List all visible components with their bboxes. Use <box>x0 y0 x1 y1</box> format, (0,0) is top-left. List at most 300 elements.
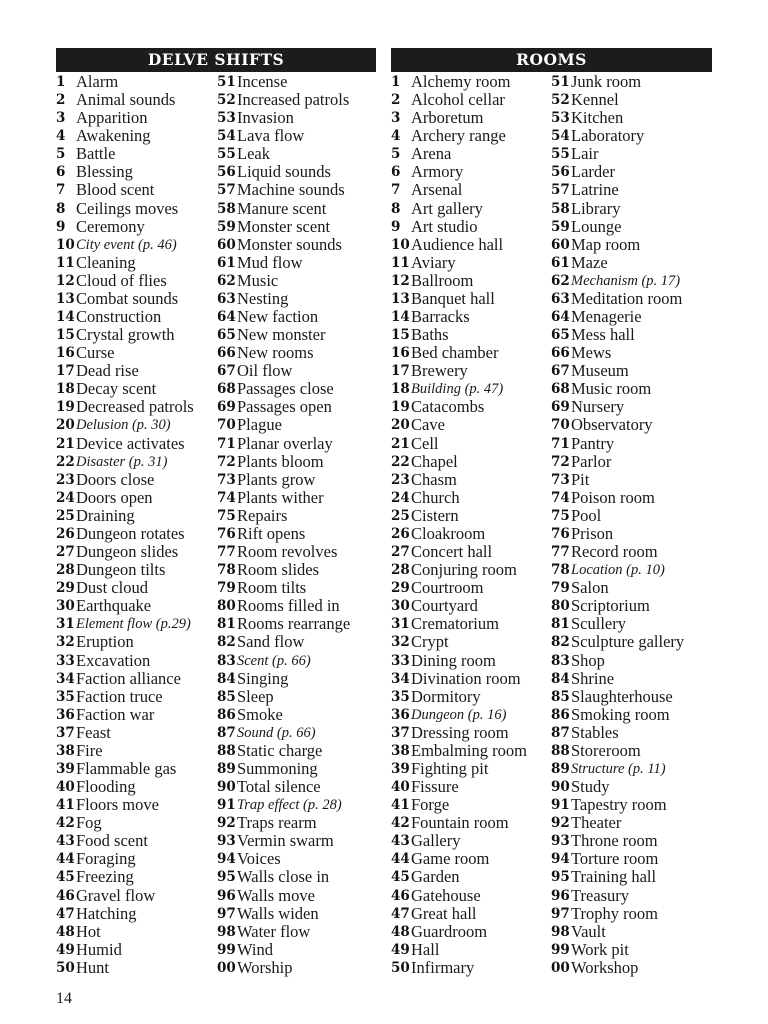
entry-text: Poison room <box>571 487 655 507</box>
entry-number: 13 <box>391 290 410 307</box>
entry-text: Singing <box>237 668 289 688</box>
entry-text: Leak <box>237 144 270 164</box>
table-row <box>551 163 684 181</box>
entry-number: 9 <box>391 218 401 235</box>
delve-shifts-column-2 <box>217 73 350 977</box>
entry-number: 78 <box>551 562 570 579</box>
entry-text: Sand flow <box>237 632 305 652</box>
entry-text: Room tilts <box>237 578 307 598</box>
entry-number: 46 <box>391 887 410 904</box>
entry-text: Voices <box>237 849 281 869</box>
entry-number: 28 <box>391 562 410 579</box>
entry-text: Gravel flow <box>76 885 156 905</box>
table-row <box>551 127 684 145</box>
table-row <box>391 181 551 199</box>
entry-number: 68 <box>217 381 236 398</box>
entry-text: Fire <box>76 740 103 760</box>
entry-text: New monster <box>237 325 326 345</box>
entry-text: Invasion <box>237 108 294 128</box>
entry-number: 98 <box>551 923 570 940</box>
entry-number: 90 <box>217 779 236 796</box>
entry-number: 31 <box>56 616 75 633</box>
table-row <box>56 254 217 272</box>
entry-text: Alcohol cellar <box>411 90 505 110</box>
entry-number: 76 <box>217 525 236 542</box>
table-row <box>391 561 551 579</box>
table-row <box>391 308 551 326</box>
entry-number: 50 <box>56 959 75 976</box>
table-row <box>551 760 684 778</box>
entry-number: 72 <box>551 453 570 470</box>
entry-number: 90 <box>551 779 570 796</box>
table-row <box>391 959 551 977</box>
entry-text: Ballroom <box>411 270 474 290</box>
entry-number: 39 <box>56 760 75 777</box>
entry-number: 38 <box>56 742 75 759</box>
table-row <box>217 145 350 163</box>
entry-number: 54 <box>217 128 236 145</box>
entry-number: 84 <box>551 670 570 687</box>
table-row <box>56 290 217 308</box>
table-row <box>391 362 551 380</box>
entry-text: Courtroom <box>411 578 484 598</box>
entry-number: 5 <box>391 146 401 163</box>
table-row <box>551 507 684 525</box>
table-row <box>56 615 217 633</box>
table-row <box>551 778 684 796</box>
entry-text: Doors open <box>76 487 153 507</box>
entry-number: 7 <box>391 182 401 199</box>
table-row <box>391 814 551 832</box>
entry-number: 51 <box>217 74 236 90</box>
table-row <box>217 561 350 579</box>
table-row <box>391 688 551 706</box>
entry-text: Archery range <box>411 126 506 146</box>
table-row <box>391 91 551 109</box>
entry-text: Gallery <box>411 831 461 851</box>
table-row <box>217 941 350 959</box>
entry-text: Flammable gas <box>76 758 177 778</box>
entry-text: Summoning <box>237 758 318 778</box>
delve-shifts-header: DELVE SHIFTS <box>56 48 376 72</box>
table-row <box>551 652 684 670</box>
table-row <box>391 145 551 163</box>
table-row <box>217 597 350 615</box>
table-row <box>56 941 217 959</box>
entry-number: 17 <box>391 363 410 380</box>
table-row <box>551 254 684 272</box>
table-row <box>56 200 217 218</box>
table-row <box>391 489 551 507</box>
entry-text: Dormitory <box>411 686 481 706</box>
entry-number: 63 <box>551 290 570 307</box>
entry-text: Arena <box>411 144 452 164</box>
entry-text: Faction truce <box>76 686 163 706</box>
entry-number: 71 <box>217 435 236 452</box>
entry-number: 49 <box>56 941 75 958</box>
table-row <box>391 272 551 290</box>
table-row <box>56 453 217 471</box>
entry-text: Walls close in <box>237 867 330 887</box>
table-row <box>551 670 684 688</box>
table-row <box>391 652 551 670</box>
entry-number: 91 <box>551 797 570 814</box>
table-row <box>56 850 217 868</box>
entry-number: 45 <box>391 869 410 886</box>
table-row <box>217 796 350 814</box>
entry-text: Total silence <box>237 777 321 797</box>
table-row <box>391 416 551 434</box>
entry-number: 46 <box>56 887 75 904</box>
table-row <box>217 706 350 724</box>
entry-number: 71 <box>551 435 570 452</box>
entry-number: 63 <box>217 290 236 307</box>
entry-text: Building (p. 47) <box>411 381 504 398</box>
table-row <box>391 778 551 796</box>
table-row <box>217 814 350 832</box>
entry-text: Ceremony <box>76 216 145 236</box>
entry-number: 97 <box>551 905 570 922</box>
entry-text: Excavation <box>76 650 151 670</box>
entry-number: 33 <box>391 652 410 669</box>
table-row <box>56 796 217 814</box>
entry-text: Static charge <box>237 740 323 760</box>
entry-number: 8 <box>56 200 66 217</box>
entry-number: 27 <box>56 544 75 561</box>
table-row <box>551 398 684 416</box>
entry-text: Scent (p. 66) <box>237 652 311 669</box>
table-row <box>551 688 684 706</box>
entry-number: 4 <box>391 128 401 145</box>
entry-text: Shrine <box>571 668 615 688</box>
table-row <box>391 670 551 688</box>
entry-text: Device activates <box>76 433 185 453</box>
entry-number: 31 <box>391 616 410 633</box>
entry-number: 73 <box>217 471 236 488</box>
table-row <box>56 525 217 543</box>
entry-text: Game room <box>411 849 490 869</box>
entry-text: Guardroom <box>411 921 488 941</box>
entry-text: Room slides <box>237 560 320 580</box>
entry-text: Freezing <box>76 867 134 887</box>
entry-text: Planar overlay <box>237 433 333 453</box>
entry-number: 78 <box>217 562 236 579</box>
entry-number: 59 <box>551 218 570 235</box>
entry-text: Observatory <box>571 415 653 435</box>
table-row <box>217 398 350 416</box>
entry-number: 42 <box>56 815 75 832</box>
entry-number: 92 <box>551 815 570 832</box>
entry-text: Workshop <box>571 957 639 977</box>
table-row <box>391 326 551 344</box>
entry-number: 44 <box>391 851 410 868</box>
entry-text: Cloud of flies <box>76 270 167 290</box>
entry-text: Chasm <box>411 469 457 489</box>
entry-number: 70 <box>551 417 570 434</box>
entry-number: 12 <box>56 272 75 289</box>
entry-text: Blessing <box>76 162 133 182</box>
table-row <box>56 688 217 706</box>
entry-number: 29 <box>56 580 75 597</box>
delve-shifts-column-1 <box>56 73 217 977</box>
table-row <box>391 163 551 181</box>
table-row <box>391 398 551 416</box>
entry-number: 82 <box>551 634 570 651</box>
table-row <box>56 507 217 525</box>
entry-number: 33 <box>56 652 75 669</box>
table-row <box>391 109 551 127</box>
entry-number: 43 <box>56 833 75 850</box>
entry-number: 2 <box>56 92 66 109</box>
entry-number: 92 <box>217 815 236 832</box>
entry-text: New rooms <box>237 343 314 363</box>
entry-number: 40 <box>391 779 410 796</box>
table-row <box>551 145 684 163</box>
entry-number: 5 <box>56 146 66 163</box>
entry-text: Gatehouse <box>411 885 481 905</box>
entry-number: 7 <box>56 182 66 199</box>
entry-text: Ceilings moves <box>76 198 179 218</box>
entry-number: 97 <box>217 905 236 922</box>
table-row <box>56 398 217 416</box>
entry-text: Machine sounds <box>237 180 345 200</box>
table-row <box>551 272 684 290</box>
table-row <box>217 109 350 127</box>
entry-text: Mews <box>571 343 612 363</box>
entry-number: 64 <box>217 309 236 326</box>
entry-number: 30 <box>56 598 75 615</box>
table-row <box>551 706 684 724</box>
entry-text: Blood scent <box>76 180 155 200</box>
entry-number: 16 <box>56 345 75 362</box>
table-row <box>391 868 551 886</box>
table-row <box>551 579 684 597</box>
entry-text: Food scent <box>76 831 148 851</box>
entry-text: Element flow (p.29) <box>76 616 191 633</box>
entry-text: Sculpture gallery <box>571 632 685 652</box>
entry-text: Art studio <box>411 216 478 236</box>
entry-number: 89 <box>551 760 570 777</box>
rooms-header: ROOMS <box>391 48 712 72</box>
entry-number: 87 <box>217 724 236 741</box>
entry-text: Alchemy room <box>411 72 511 91</box>
table-row <box>217 633 350 651</box>
entry-text: Cleaning <box>76 252 136 272</box>
entry-text: Vault <box>571 921 606 941</box>
entry-number: 95 <box>217 869 236 886</box>
table-row <box>56 435 217 453</box>
entry-number: 8 <box>391 200 401 217</box>
entry-number: 56 <box>551 164 570 181</box>
entry-text: Walls widen <box>237 903 319 923</box>
entry-number: 21 <box>56 435 75 452</box>
entry-number: 53 <box>551 110 570 127</box>
table-row <box>56 181 217 199</box>
table-row <box>56 326 217 344</box>
entry-text: Mess hall <box>571 325 635 345</box>
entry-number: 9 <box>56 218 66 235</box>
entry-text: Nursery <box>571 397 625 417</box>
table-row <box>217 905 350 923</box>
entry-number: 69 <box>217 399 236 416</box>
entry-text: Crypt <box>411 632 449 652</box>
entry-text: Mechanism (p. 17) <box>571 272 681 289</box>
table-row <box>56 218 217 236</box>
table-row <box>56 362 217 380</box>
entry-text: Hatching <box>76 903 137 923</box>
delve-shifts-table <box>56 48 376 977</box>
table-row <box>56 814 217 832</box>
entry-number: 74 <box>217 489 236 506</box>
entry-text: Brewery <box>411 361 468 381</box>
rooms-table <box>391 48 712 977</box>
entry-text: Construction <box>76 307 162 327</box>
table-row <box>217 380 350 398</box>
entry-text: Pit <box>571 469 590 489</box>
entry-number: 1 <box>56 74 66 90</box>
entry-number: 54 <box>551 128 570 145</box>
table-row <box>391 127 551 145</box>
entry-number: 81 <box>551 616 570 633</box>
table-row <box>551 959 684 977</box>
entry-text: Work pit <box>571 939 629 959</box>
entry-text: Treasury <box>571 885 630 905</box>
entry-text: Dressing room <box>411 722 509 742</box>
entry-text: Embalming room <box>411 740 527 760</box>
entry-number: 62 <box>217 272 236 289</box>
table-row <box>56 742 217 760</box>
table-row <box>56 109 217 127</box>
entry-text: Laboratory <box>571 126 645 146</box>
table-row <box>551 181 684 199</box>
entry-number: 00 <box>217 959 236 976</box>
table-row <box>391 832 551 850</box>
entry-text: Lounge <box>571 216 622 236</box>
table-row <box>391 796 551 814</box>
entry-number: 23 <box>391 471 410 488</box>
entry-text: Study <box>571 777 610 797</box>
entry-text: Rooms rearrange <box>237 614 351 634</box>
entry-text: Music room <box>571 379 652 399</box>
entry-number: 53 <box>217 110 236 127</box>
table-row <box>391 543 551 561</box>
table-row <box>217 73 350 91</box>
entry-text: Larder <box>571 162 615 182</box>
entry-number: 96 <box>217 887 236 904</box>
table-row <box>551 236 684 254</box>
entry-text: Armory <box>411 162 464 182</box>
table-row <box>391 380 551 398</box>
entry-text: Meditation room <box>571 288 683 308</box>
table-row <box>56 308 217 326</box>
entry-number: 77 <box>217 544 236 561</box>
table-row <box>56 91 217 109</box>
entry-text: Scriptorium <box>571 596 650 616</box>
entry-text: Dungeon rotates <box>76 523 185 543</box>
entry-number: 44 <box>56 851 75 868</box>
entry-number: 89 <box>217 760 236 777</box>
entry-text: Lair <box>571 144 599 164</box>
entry-number: 83 <box>217 652 236 669</box>
table-row <box>56 706 217 724</box>
entry-text: Pantry <box>571 433 615 453</box>
entry-text: Cloakroom <box>411 523 486 543</box>
table-row <box>391 941 551 959</box>
entry-text: Tapestry room <box>571 795 667 815</box>
table-row <box>56 579 217 597</box>
entry-text: Rooms filled in <box>237 596 340 616</box>
table-row <box>56 760 217 778</box>
entry-number: 76 <box>551 525 570 542</box>
entry-number: 62 <box>551 272 570 289</box>
entry-text: Record room <box>571 542 658 562</box>
entry-number: 36 <box>56 706 75 723</box>
entry-text: Doors close <box>76 469 155 489</box>
entry-number: 36 <box>391 706 410 723</box>
entry-number: 66 <box>551 345 570 362</box>
entry-text: Latrine <box>571 180 619 200</box>
table-row <box>217 127 350 145</box>
table-row <box>217 887 350 905</box>
entry-number: 34 <box>56 670 75 687</box>
entry-number: 26 <box>56 525 75 542</box>
entry-number: 52 <box>217 92 236 109</box>
table-row <box>391 633 551 651</box>
entry-number: 29 <box>391 580 410 597</box>
entry-text: Kitchen <box>571 108 624 128</box>
table-row <box>551 742 684 760</box>
entry-text: Kennel <box>571 90 619 110</box>
table-row <box>551 905 684 923</box>
entry-number: 64 <box>551 309 570 326</box>
table-row <box>391 236 551 254</box>
table-row <box>217 218 350 236</box>
entry-number: 47 <box>391 905 410 922</box>
table-row <box>551 489 684 507</box>
entry-number: 85 <box>551 688 570 705</box>
table-row <box>551 380 684 398</box>
entry-text: Divination room <box>411 668 521 688</box>
entry-number: 61 <box>217 254 236 271</box>
table-row <box>551 91 684 109</box>
table-row <box>217 959 350 977</box>
entry-text: Great hall <box>411 903 477 923</box>
table-row <box>217 615 350 633</box>
table-row <box>391 290 551 308</box>
table-row <box>56 489 217 507</box>
entry-text: Chapel <box>411 451 458 471</box>
table-row <box>56 633 217 651</box>
entry-number: 21 <box>391 435 410 452</box>
entry-text: Fissure <box>411 777 459 797</box>
entry-text: Music <box>237 270 279 290</box>
table-row <box>217 254 350 272</box>
entry-number: 55 <box>217 146 236 163</box>
table-row <box>217 362 350 380</box>
table-row <box>217 923 350 941</box>
entry-number: 22 <box>391 453 410 470</box>
entry-number: 17 <box>56 363 75 380</box>
rooms-column-1 <box>391 73 551 977</box>
table-row <box>391 218 551 236</box>
entry-text: Plague <box>237 415 282 435</box>
entry-text: Liquid sounds <box>237 162 331 182</box>
entry-number: 57 <box>217 182 236 199</box>
table-row <box>56 778 217 796</box>
table-row <box>551 832 684 850</box>
table-row <box>217 91 350 109</box>
entry-number: 12 <box>391 272 410 289</box>
